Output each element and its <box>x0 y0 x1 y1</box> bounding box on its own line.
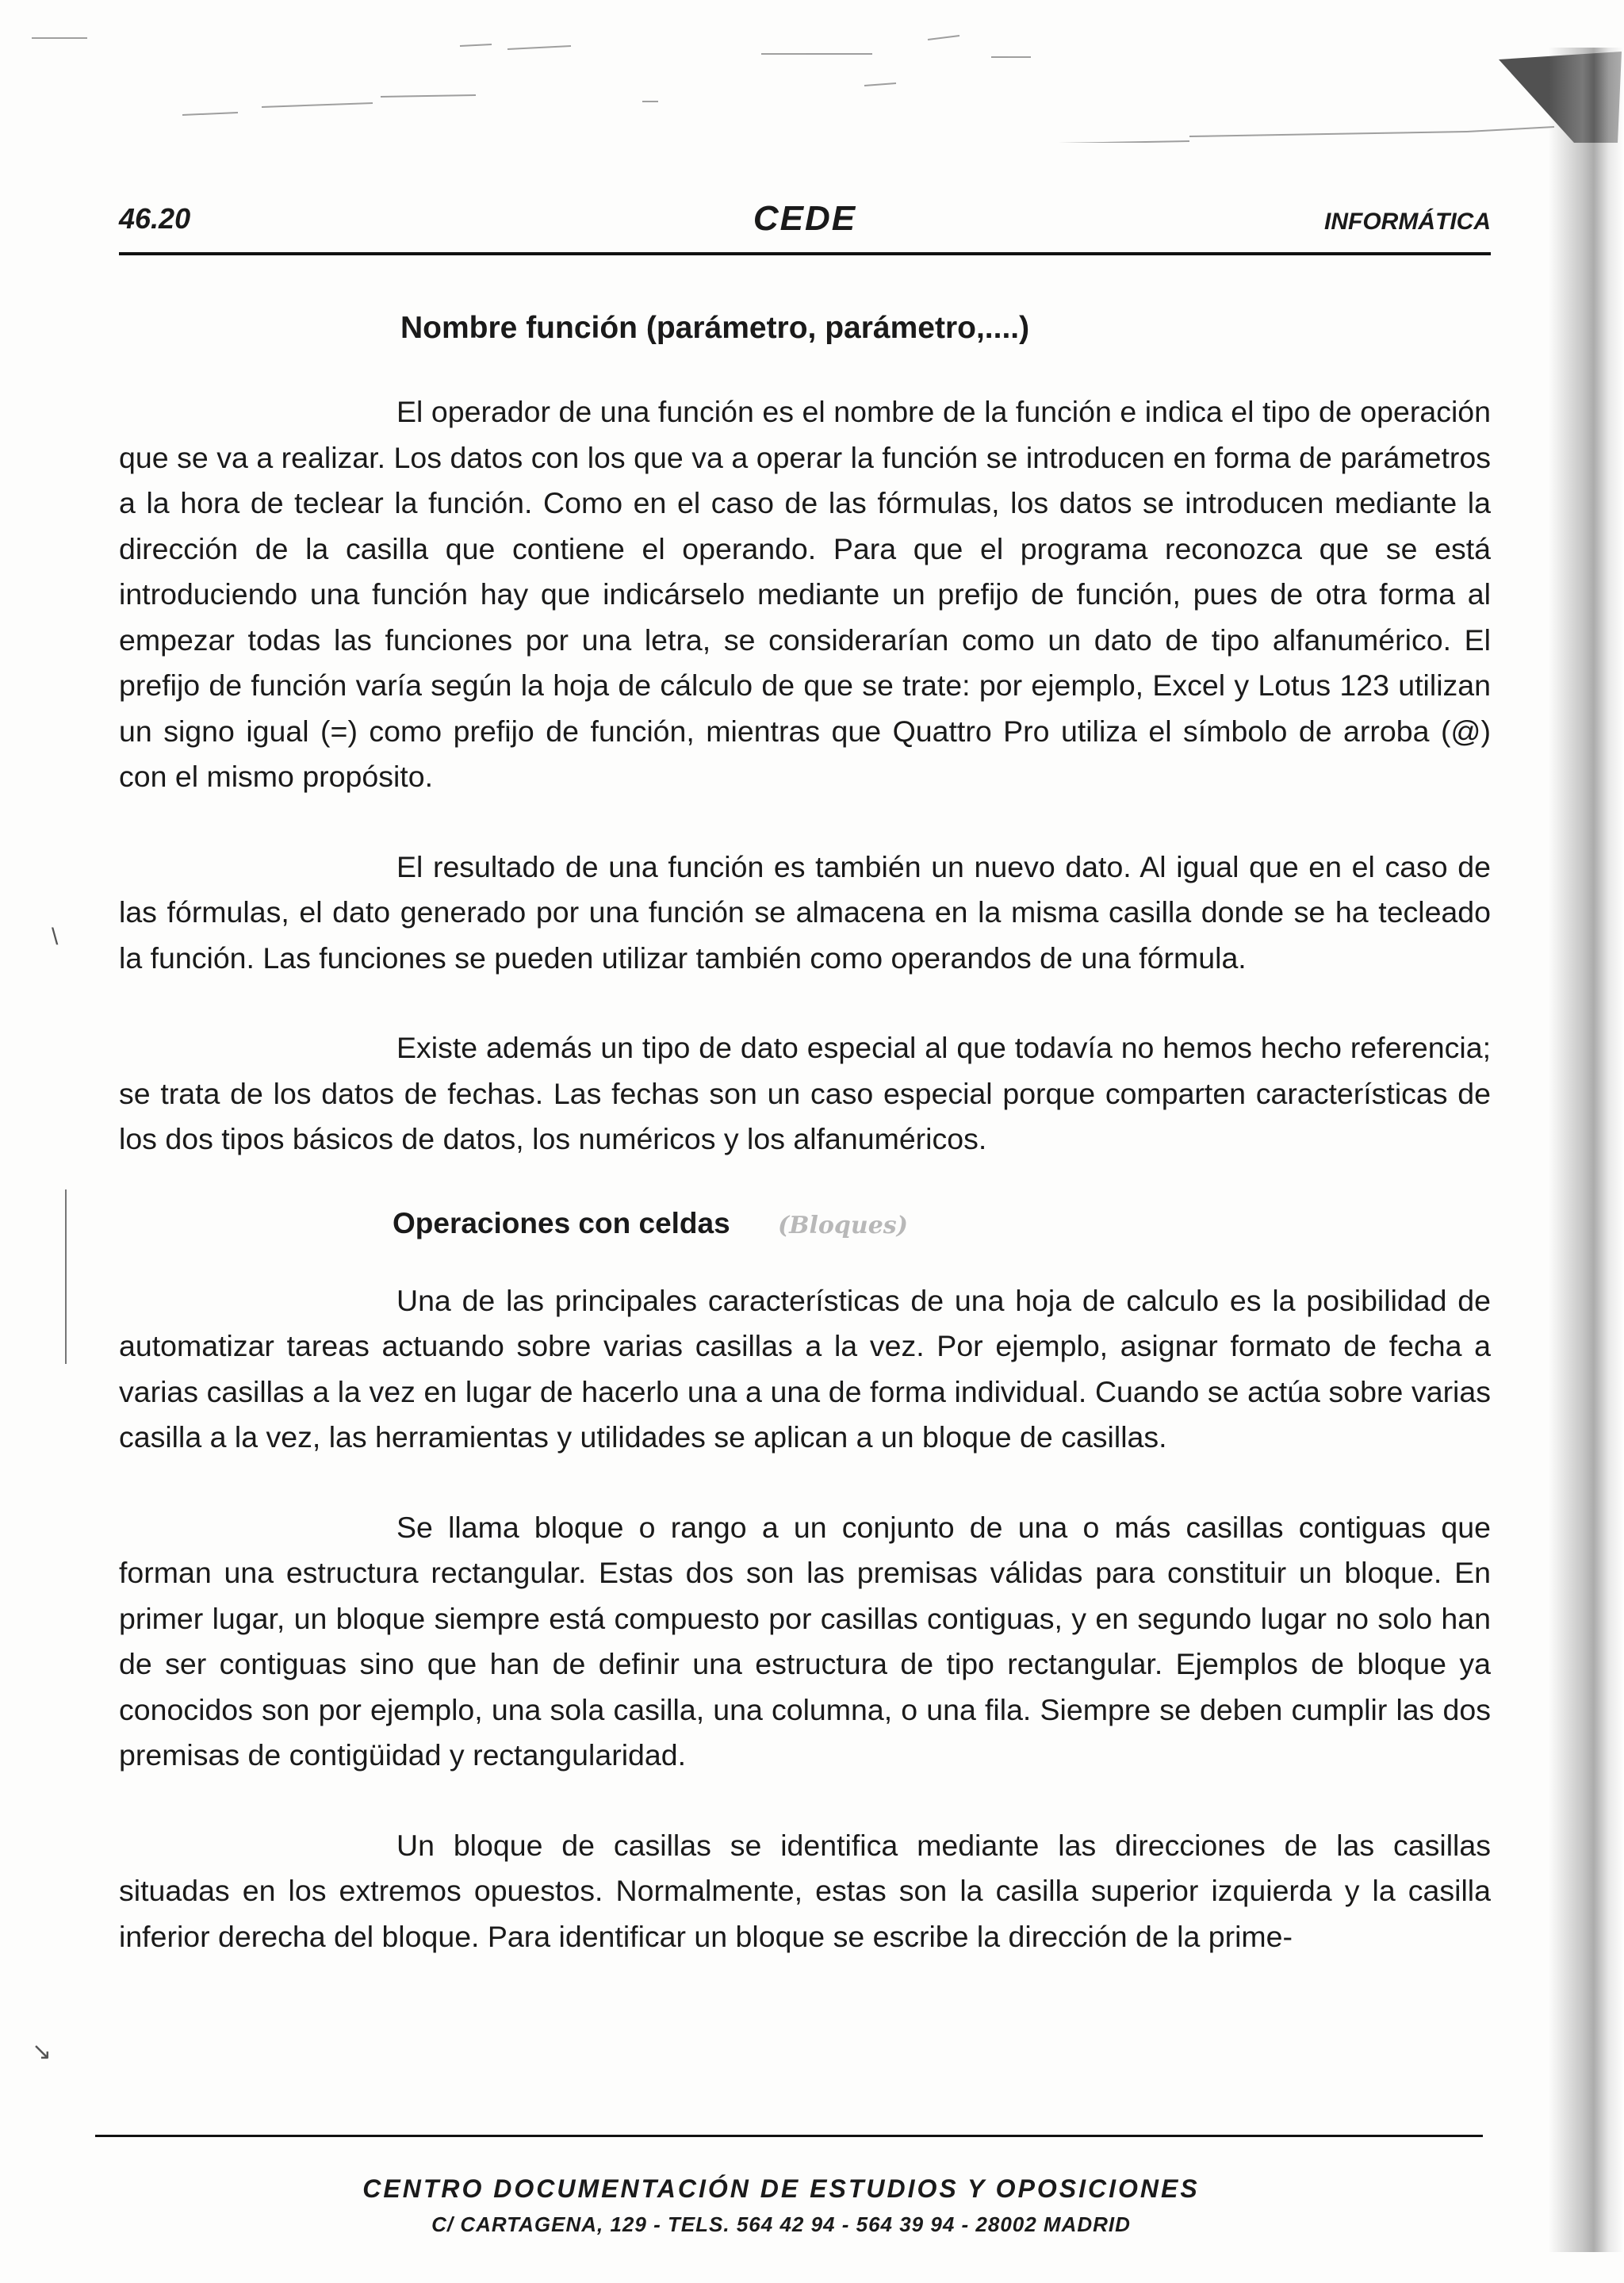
header-rule <box>119 252 1491 255</box>
paragraph: El resultado de una función es también un nuevo dato. Al igual que en el caso de las fórmulas, el dato generado por una función se almacena en la misma casilla donde se ha tecleado la función. Las funciones se pueden utilizar también como operandos de una fórmula. <box>119 849 1491 975</box>
pencil-annotation: (Bloques) <box>777 1211 908 1239</box>
section-heading-text: Operaciones con celdas <box>393 1206 730 1239</box>
scan-artifact-marks <box>0 16 1624 143</box>
margin-mark <box>65 1189 67 1364</box>
page-header <box>119 199 1491 242</box>
section-heading <box>393 1207 1491 1240</box>
margin-mark: \ <box>52 924 59 950</box>
page-number: 46.20 <box>119 202 191 235</box>
paragraph: Un bloque de casillas se identifica mediante las direcciones de las casillas situadas en los extremos opuestos. Normalmente, estas son la casilla superior izquierda y la casilla inferior derecha del bloque. Para identificar un bloque se escribe la dirección de la prime- <box>119 1828 1491 1953</box>
footer-organization: CENTRO DOCUMENTACIÓN DE ESTUDIOS Y OPOSICIONES <box>362 2174 1200 2203</box>
scan-shadow-edge <box>1549 48 1624 2252</box>
paragraph: Existe además un tipo de dato especial al que todavía no hemos hecho referencia; se trata de los datos de fechas. Las fechas son un caso especial porque comparten características de los dos tipos básicos de datos, los numéricos y los alfanuméricos. <box>119 1031 1491 1155</box>
paragraph: Una de las principales características de una hoja de calculo es la posibilidad de automatizar tareas actuando sobre varias casillas a la vez. Por ejemplo, asignar formato de fecha a varias casillas a la vez en lugar de hacerlo una a una de forma individual. Cuando se actúa sobre varias casilla a la vez, las herramientas y utilidades se aplican a un bloque de casillas. <box>119 1283 1491 1454</box>
paragraph: El operador de una función es el nombre de la función e indica el tipo de operación que se va a realizar. Los datos con los que va a operar la función se introducen en forma de parámetros a la hora de teclear la función. Como en el caso de las fórmulas, los datos se introducen mediante la dirección de la casilla que contiene el operando. Para que el programa reconozca que se está introduciendo una función hay que indicárselo mediante un prefijo de función, pues de otra forma al empezar todas las funciones por una letra, se considerarían como un dato de tipo alfanumérico. El prefijo de función varía según la hoja de cálculo de que se trate: por ejemplo, Excel y Lotus 123 utilizan un signo igual (=) como prefijo de función, mientras que Quattro Pro utiliza el símbolo de arroba (@) con el mismo propósito. <box>119 395 1491 793</box>
brand-logo: CEDE <box>753 199 857 238</box>
section-label: INFORMÁTICA <box>1324 209 1491 235</box>
footer-address: C/ CARTAGENA, 129 - TELS. 564 42 94 - 564 39 94 - 28002 MADRID <box>431 2212 1131 2236</box>
function-syntax-heading: Nombre función (parámetro, parámetro,....) <box>400 311 1030 345</box>
page-body <box>119 311 1491 2004</box>
margin-mark: ↘ <box>32 2039 52 2065</box>
paragraph: Se llama bloque o rango a un conjunto de una o más casillas contiguas que forman una estructura rectangular. Estas dos son las premisas válidas para constituir un bloque. En primer lugar, un bloque siempre está compuesto por casillas contiguas, y en segundo lugar no solo han de ser contiguas sino que han de definir una estructura de tipo rectangular. Ejemplos de bloque ya conocidos son por ejemplo, una sola casilla, una columna, o una fila. Siempre se deben cumplir las dos premisas de contigüidad y rectangularidad. <box>119 1510 1491 1772</box>
footer-rule <box>95 2135 1483 2137</box>
